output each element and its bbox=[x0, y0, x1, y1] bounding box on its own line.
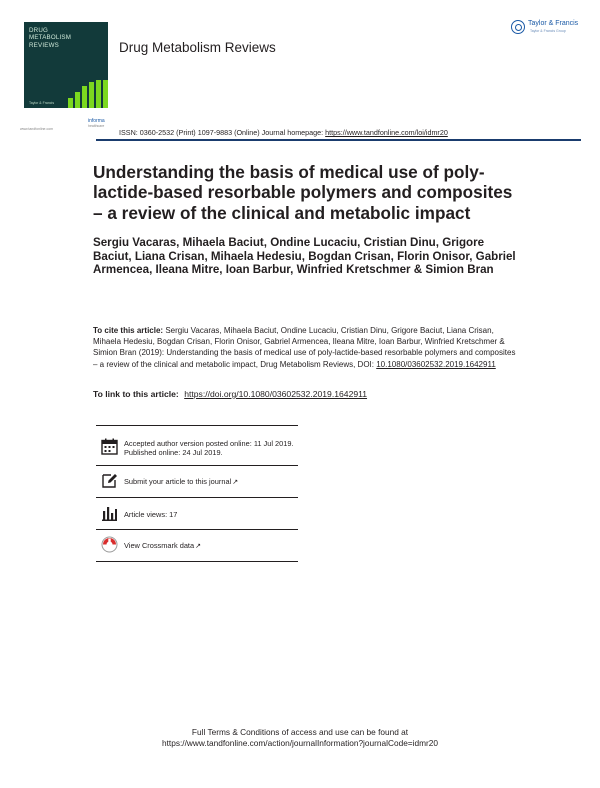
issn-text: ISSN: 0360-2532 (Print) 1097-9883 (Online) Journal homepage: bbox=[119, 128, 324, 137]
crossmark-link[interactable] bbox=[124, 541, 299, 551]
bar-chart-icon bbox=[101, 505, 118, 522]
cover-title-line: DRUG bbox=[29, 27, 49, 34]
journal-name: Drug Metabolism Reviews bbox=[119, 40, 276, 55]
left-small-text: www.tandfonline.com bbox=[20, 127, 54, 131]
submit-article-text: Submit your article to this journal bbox=[124, 477, 232, 486]
cover-title-line: REVIEWS bbox=[29, 41, 59, 49]
link-label: To link to this article: bbox=[93, 389, 179, 399]
article-doi-url-link[interactable]: https://doi.org/10.1080/03602532.2019.1642911 bbox=[184, 389, 368, 399]
footer-terms-link[interactable]: https://www.tandfonline.com/action/journalInformation?journalCode=idmr20 bbox=[161, 738, 439, 748]
crossmark-icon bbox=[101, 536, 118, 553]
publication-dates bbox=[124, 439, 299, 457]
footer-terms bbox=[0, 727, 600, 749]
link-to-article bbox=[93, 389, 367, 399]
calendar-icon bbox=[101, 438, 118, 455]
article-title: Understanding the basis of medical use of poly-lactide-based resorbable polymers and composites – a review of the clinical and metabolic impact bbox=[93, 162, 513, 223]
footer-line-1: Full Terms & Conditions of access and use can be found at bbox=[191, 727, 409, 737]
cover-bars-graphic bbox=[68, 80, 108, 108]
submit-article-row[interactable] bbox=[96, 465, 298, 497]
accepted-date: Accepted author version posted online: 11 Jul 2019. bbox=[124, 439, 294, 448]
citation-block bbox=[93, 325, 519, 370]
citation-text: Sergiu Vacaras, Mihaela Baciut, Ondine Lucaciu, Cristian Dinu, Grigore Baciut, Liana Crisan, Mihaela Hedesiu, Bogdan Crisan, Florin Onisor, Gabriel Armencea, Ileana Mitre, Ioan Barbur, Winfried Kretschmer & Simion Bran (2019): Understanding the basis of medical use of poly-lactide-based resorbable polymers and composites – a review of the clinical and metabolic impact, Drug Metabolism Reviews, DOI: bbox=[93, 326, 516, 369]
header-divider bbox=[96, 139, 581, 141]
issn-line bbox=[119, 128, 448, 137]
submit-article-link[interactable] bbox=[124, 477, 299, 487]
informa-logo-sub: healthcare bbox=[88, 124, 105, 128]
cover-publisher-tag: Taylor & Francis bbox=[29, 101, 55, 105]
article-views-row bbox=[96, 497, 298, 529]
edit-icon bbox=[101, 472, 118, 489]
article-views: Article views: 17 bbox=[124, 510, 178, 519]
external-link-icon: ↗ bbox=[195, 543, 201, 550]
cover-title bbox=[29, 27, 103, 49]
journal-cover-image bbox=[24, 22, 108, 108]
publisher-logo[interactable] bbox=[511, 20, 583, 40]
informa-logo: informa bbox=[88, 118, 105, 124]
crossmark-row[interactable] bbox=[96, 529, 298, 562]
article-authors: Sergiu Vacaras, Mihaela Baciut, Ondine Lucaciu, Cristian Dinu, Grigore Baciut, Liana Crisan, Mihaela Hedesiu, Bogdan Crisan, Florin Onisor, Gabriel Armencea, Ileana Mitre, Ioan Barbur, Winfried Kretschmer & Simion Bran bbox=[93, 236, 516, 277]
cover-title-line: METABOLISM bbox=[29, 34, 72, 42]
publication-dates-row bbox=[96, 425, 298, 465]
journal-homepage-link[interactable]: https://www.tandfonline.com/loi/idmr20 bbox=[325, 128, 448, 137]
citation-label: To cite this article: bbox=[93, 326, 164, 335]
published-date: Published online: 24 Jul 2019. bbox=[124, 448, 223, 458]
doi-link[interactable]: 10.1080/03602532.2019.1642911 bbox=[376, 359, 496, 369]
publisher-logo-text: Taylor & Francis bbox=[528, 20, 579, 27]
article-info-panel bbox=[96, 425, 298, 562]
external-link-icon: ↗ bbox=[232, 479, 239, 486]
crossmark-text: View Crossmark data bbox=[124, 541, 195, 550]
publisher-logo-icon bbox=[511, 20, 525, 34]
publisher-logo-subtext: Taylor & Francis Group bbox=[530, 29, 566, 33]
